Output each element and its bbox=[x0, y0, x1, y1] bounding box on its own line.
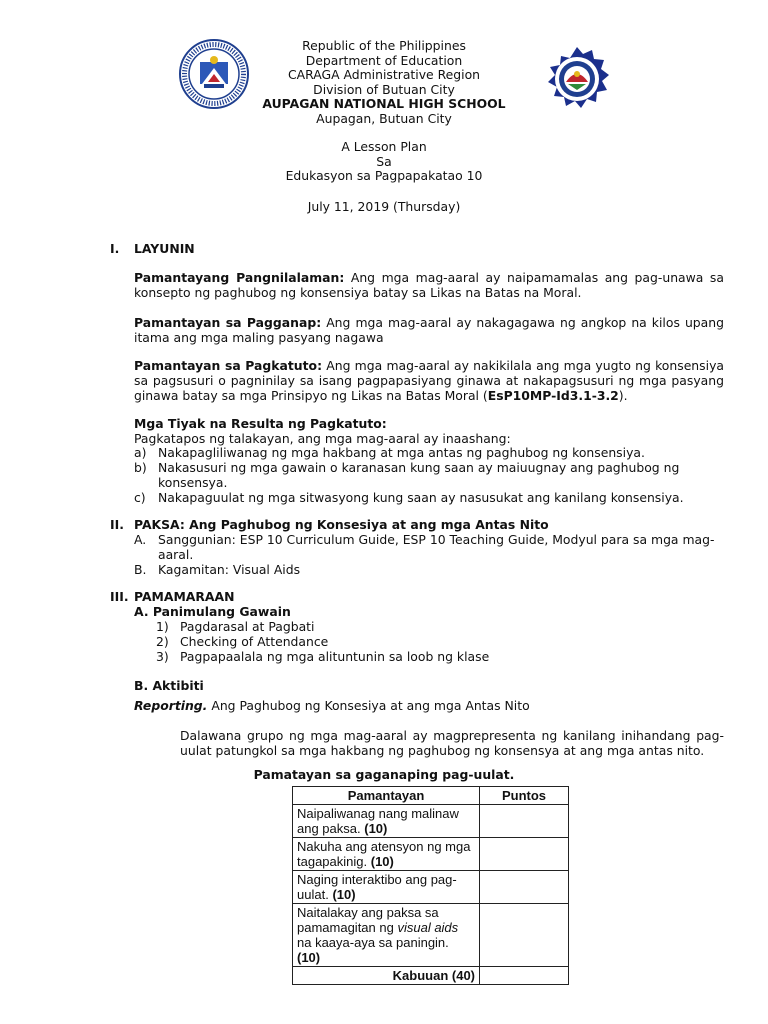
list-item bbox=[134, 460, 724, 490]
list-marker: 1) bbox=[156, 619, 169, 634]
list-marker: a) bbox=[134, 445, 147, 460]
criterion-points: (10) bbox=[370, 854, 394, 869]
school-name: AUPAGAN NATIONAL HIGH SCHOOL bbox=[262, 96, 506, 112]
criterion-points: (10) bbox=[297, 950, 321, 965]
list-marker: B. bbox=[134, 562, 147, 577]
lesson-title-line2: Sa bbox=[376, 153, 392, 169]
section-number: II. bbox=[110, 517, 124, 532]
section-number: I. bbox=[110, 241, 120, 256]
total-score-cell bbox=[480, 967, 569, 985]
reporting-line bbox=[134, 698, 724, 713]
tiyak-title: Mga Tiyak na Resulta ng Pagkatuto: bbox=[134, 416, 387, 431]
paragraph-end: ). bbox=[618, 388, 628, 403]
paragraph-text: Ang mga mag-aaral ay nakagagawa ng angkop na kilos upang itama ang mga maling pasyang nagawa bbox=[134, 315, 724, 345]
table-row bbox=[293, 838, 569, 871]
reporting-label: Reporting. bbox=[134, 698, 208, 713]
section-title: LAYUNIN bbox=[134, 241, 195, 256]
criterion-points: (10) bbox=[364, 821, 388, 836]
list-item bbox=[134, 532, 724, 562]
aktibiti-body: Dalawana grupo ng mga mag-aaral ay magprepresenta ng kanilang inihandang pag-uulat patungkol sa mga hakbang ng paghubog ng konsensya at ang mga antas nito. bbox=[180, 728, 724, 758]
list-item-text: Nakapagliliwanag ng mga hakbang at mga antas ng paghubog ng konsensiya. bbox=[158, 445, 645, 460]
tiyak-na-resulta bbox=[134, 416, 724, 446]
criterion-text: Naging interaktibo ang pag-uulat. bbox=[297, 872, 457, 902]
table-header-row bbox=[293, 787, 569, 805]
list-item-text: Pagdarasal at Pagbati bbox=[180, 619, 315, 634]
list-marker: 3) bbox=[156, 649, 169, 664]
list-item-text: Kagamitan: Visual Aids bbox=[158, 562, 301, 577]
list-item bbox=[156, 619, 716, 634]
pamantayang-pangnilalaman bbox=[134, 270, 724, 300]
lesson-subject: Edukasyon sa Pagpapakatao 10 bbox=[285, 168, 483, 184]
section-number: III. bbox=[110, 589, 129, 604]
panimulang-gawain-heading: A. Panimulang Gawain bbox=[134, 604, 291, 619]
reporting-text: Ang Paghubog ng Konsesiya at ang mga Antas Nito bbox=[211, 698, 530, 713]
list-item bbox=[134, 445, 724, 460]
criterion-cell bbox=[293, 871, 480, 904]
column-header-puntos: Puntos bbox=[480, 787, 569, 805]
paksa-list bbox=[134, 532, 724, 577]
aktibiti-heading: B. Aktibiti bbox=[134, 678, 204, 693]
table-row bbox=[293, 805, 569, 838]
list-marker: b) bbox=[134, 460, 147, 475]
lesson-title-line1: A Lesson Plan bbox=[341, 139, 427, 154]
list-item-text: Nakasusuri ng mga gawain o karanasan kung saan ay maiuugnay ang paghubog ng konsensya. bbox=[158, 460, 680, 490]
list-item bbox=[156, 634, 716, 649]
section-title: PAKSA: Ang Paghubog ng Konsesiya at ang mga Antas Nito bbox=[134, 517, 549, 532]
rubric-caption: Pamatayan sa gaganaping pag-uulat. bbox=[253, 767, 515, 782]
criterion-text: Nakuha ang atensyon ng mga tagapakinig. bbox=[297, 839, 471, 869]
score-cell bbox=[480, 805, 569, 838]
list-item-text: Checking of Attendance bbox=[180, 634, 329, 649]
list-item-text: Pagpapaalala ng mga alituntunin sa loob ng klase bbox=[180, 649, 490, 664]
competency-code: EsP10MP-Id3.1-3.2 bbox=[487, 388, 619, 403]
list-marker: A. bbox=[134, 532, 147, 547]
column-header-pamantayan: Pamantayan bbox=[293, 787, 480, 805]
panimulang-gawain-list bbox=[156, 619, 716, 664]
paragraph-label: Pamantayan sa Pagkatuto: bbox=[134, 358, 323, 373]
criterion-cell bbox=[293, 838, 480, 871]
list-item bbox=[156, 649, 716, 664]
paragraph-text: Ang mga mag-aaral ay nakikilala ang mga yugto ng konsensiya sa pagsusuri o pagninilay sa isang pagpapasiyang ginawa at nakapagsusuri ng mga pasyang ginawa batay sa mga Prinsipyo ng Likas na Batas Moral ( bbox=[134, 358, 724, 403]
list-item-text: Sanggunian: ESP 10 Curriculum Guide, ESP 10 Teaching Guide, Modyul para sa mga mag-aaral. bbox=[158, 532, 715, 562]
header-line-division: Division of Butuan City bbox=[313, 81, 455, 97]
header-line-region: CARAGA Administrative Region bbox=[287, 67, 481, 83]
criterion-points: (10) bbox=[332, 887, 356, 902]
criterion-text: Naipaliwanag nang malinaw ang paksa. bbox=[297, 806, 459, 836]
tiyak-list bbox=[134, 445, 724, 505]
pamantayan-sa-pagkatuto bbox=[134, 358, 724, 403]
criterion-cell bbox=[293, 805, 480, 838]
tiyak-intro: Pagkatapos ng talakayan, ang mga mag-aaral ay inaashang: bbox=[134, 431, 511, 446]
paragraph-text: Ang mga mag-aaral ay naipamamalas ang pag-unawa sa konsepto ng paghubog ng konsensiya batay sa Likas na Batas na Moral. bbox=[134, 270, 724, 300]
header-line-republic: Republic of the Philippines bbox=[302, 38, 466, 53]
criterion-cell bbox=[293, 904, 480, 967]
score-cell bbox=[480, 871, 569, 904]
list-marker: c) bbox=[134, 490, 146, 505]
lesson-date: July 11, 2019 (Thursday) bbox=[307, 199, 461, 214]
criterion-text: Naitalakay ang paksa sa pamamagitan ng bbox=[297, 905, 439, 935]
score-cell bbox=[480, 904, 569, 967]
list-item bbox=[134, 562, 724, 577]
paragraph-label: Pamantayan sa Pagganap: bbox=[134, 315, 322, 330]
list-item bbox=[134, 490, 724, 505]
pamantayan-sa-pagganap bbox=[134, 315, 724, 345]
table-row bbox=[293, 904, 569, 967]
criterion-italic: visual aids bbox=[397, 920, 459, 935]
list-item-text: Nakapaguulat ng mga sitwasyong kung saan ay nasusukat ang kanilang konsensiya. bbox=[158, 490, 684, 505]
table-total-row bbox=[293, 967, 569, 985]
section-title: PAMAMARAAN bbox=[134, 589, 235, 604]
header-line-department: Department of Education bbox=[305, 52, 463, 68]
criterion-text-end: na kaaya-aya sa paningin. bbox=[297, 935, 449, 950]
total-label: Kabuuan (40) bbox=[293, 967, 480, 985]
rubric-table bbox=[292, 786, 569, 985]
paragraph-label: Pamantayang Pangnilalaman: bbox=[134, 270, 345, 285]
lesson-title-block bbox=[0, 140, 768, 184]
table-row bbox=[293, 871, 569, 904]
school-address: Aupagan, Butuan City bbox=[316, 110, 452, 126]
document-header bbox=[0, 39, 768, 127]
list-marker: 2) bbox=[156, 634, 169, 649]
score-cell bbox=[480, 838, 569, 871]
